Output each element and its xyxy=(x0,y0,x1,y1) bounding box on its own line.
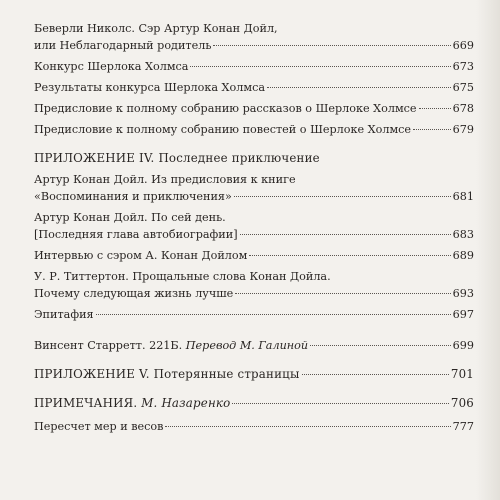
toc-entry-text: ПРИМЕЧАНИЯ. xyxy=(34,396,138,410)
toc-entry-text: Почему следующая жизнь лучше xyxy=(34,287,234,300)
toc-entry-text: Пересчет мер и весов xyxy=(34,420,164,433)
dot-leader xyxy=(96,314,451,315)
page-number: 701 xyxy=(450,367,474,381)
toc-entry-text: или Неблагодарный родитель xyxy=(34,39,212,52)
page-number: 699 xyxy=(452,339,474,352)
table-of-contents xyxy=(34,20,474,439)
page-number: 673 xyxy=(452,60,474,73)
page-number: 697 xyxy=(452,308,474,321)
toc-entry-nichols[interactable] xyxy=(34,20,474,54)
toc-entry-text: «Воспоминания и приключения» xyxy=(34,190,232,203)
page-number: 777 xyxy=(452,420,474,433)
page-number: 679 xyxy=(452,123,474,136)
toc-entry-text: Результаты конкурса Шерлока Холмса xyxy=(34,81,266,94)
dot-leader xyxy=(267,87,451,88)
toc-entry-epitaph[interactable] xyxy=(34,306,474,323)
author-credit: М. Назаренко xyxy=(141,396,231,410)
page-number: 669 xyxy=(452,39,474,52)
section-heading-appendix-4[interactable]: ПРИЛОЖЕНИЕ IV. Последнее приключение xyxy=(34,151,320,165)
toc-entry-text: Беверли Николс. Сэр Артур Конан Дойл, xyxy=(34,22,278,35)
dot-leader xyxy=(232,403,448,404)
dot-leader xyxy=(190,66,450,67)
toc-entry-text: [Последняя глава автобиографии] xyxy=(34,228,238,241)
toc-entry-contest[interactable] xyxy=(34,58,474,75)
toc-entry-text: У. Р. Титтертон. Прощальные слова Конан Дойла. xyxy=(34,270,331,283)
toc-entry-text: Конкурс Шерлока Холмса xyxy=(34,60,189,73)
toc-entry-text: Артур Конан Дойл. По сей день. xyxy=(34,211,226,224)
toc-entry-preface-stories[interactable] xyxy=(34,100,474,117)
dot-leader xyxy=(165,426,450,427)
dot-leader xyxy=(249,255,450,256)
toc-entry-to-this-day[interactable] xyxy=(34,209,474,243)
page-number: 683 xyxy=(452,228,474,241)
dot-leader xyxy=(413,129,451,130)
toc-entry-text: Интервью с сэром А. Конан Дойлом xyxy=(34,249,248,262)
page-number: 693 xyxy=(452,287,474,300)
page-number: 689 xyxy=(452,249,474,262)
section-heading-appendix-5[interactable] xyxy=(34,366,474,383)
toc-entry-measures[interactable] xyxy=(34,418,474,435)
page-number: 675 xyxy=(452,81,474,94)
toc-entry-memories[interactable] xyxy=(34,171,474,205)
toc-entry-text: Артур Конан Дойл. Из предисловия к книге xyxy=(34,173,296,186)
toc-entry-preface-novels[interactable] xyxy=(34,121,474,138)
toc-entry-text: ПРИЛОЖЕНИЕ V. Потерянные страницы xyxy=(34,367,300,381)
dot-leader xyxy=(240,234,451,235)
toc-entry-starrett[interactable] xyxy=(34,337,474,354)
toc-entry-titterton[interactable] xyxy=(34,268,474,302)
page-number: 678 xyxy=(452,102,474,115)
translator-credit: Перевод М. Галиной xyxy=(185,339,309,352)
toc-entry-text: Предисловие к полному собранию рассказов о Шерлоке Холмсе xyxy=(34,102,417,115)
dot-leader xyxy=(302,374,449,375)
dot-leader xyxy=(419,108,451,109)
toc-entry-text: Эпитафия xyxy=(34,308,94,321)
page-number: 706 xyxy=(450,396,474,410)
next-page-edge xyxy=(476,0,500,500)
toc-entry-contest-results[interactable] xyxy=(34,79,474,96)
dot-leader xyxy=(213,45,450,46)
toc-entry-text: Винсент Старретт. 221Б. xyxy=(34,339,183,352)
section-heading-notes[interactable] xyxy=(34,395,474,412)
toc-entry-interview[interactable] xyxy=(34,247,474,264)
toc-entry-text: Предисловие к полному собранию повестей о Шерлоке Холмсе xyxy=(34,123,412,136)
dot-leader xyxy=(234,196,451,197)
dot-leader xyxy=(310,345,451,346)
dot-leader xyxy=(235,293,450,294)
page-number: 681 xyxy=(452,190,474,203)
